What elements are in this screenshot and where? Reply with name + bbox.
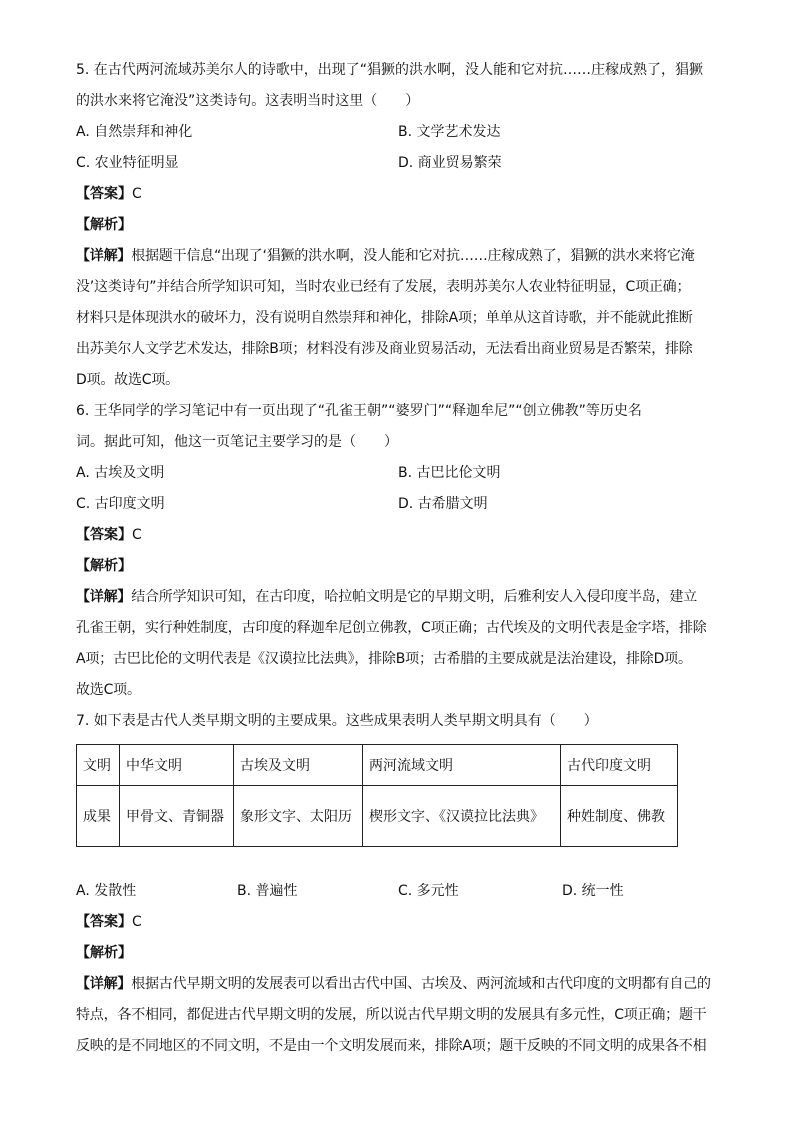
- detail-tag: 【详解】: [76, 589, 132, 605]
- question-7: [76, 711, 724, 1067]
- options-row: [76, 122, 724, 153]
- answer-value: C: [132, 527, 142, 543]
- detail-line: D项。故选C项。: [76, 372, 179, 388]
- option-b: B. 文学艺术发达: [398, 124, 501, 140]
- question-stem-line: 6. 王华同学的学习笔记中有一页出现了“孔雀王朝”“婆罗门”“释迦牟尼”“创立佛教”等历史名: [76, 403, 642, 419]
- table-cell: 两河流域文明: [363, 745, 561, 786]
- question-stem-line: 词。据此可知，他这一页笔记主要学习的是（ ）: [76, 434, 398, 450]
- analysis-line: [76, 215, 724, 246]
- analysis-line: [76, 943, 724, 974]
- options-row: [76, 153, 724, 184]
- options-row: [76, 881, 724, 912]
- detail-tag: 【详解】: [76, 976, 132, 992]
- detail-line: 故选C项。: [76, 682, 141, 698]
- detail-line: [76, 587, 724, 618]
- detail-line: [76, 974, 724, 1005]
- detail-line: 材料只是体现洪水的破坏力，没有说明自然崇拜和神化，排除A项；单单从这首诗歌，并不能就此推断: [76, 310, 693, 326]
- table-cell: 中华文明: [120, 745, 234, 786]
- analysis-tag: 【解析】: [76, 217, 132, 233]
- answer-value: C: [132, 186, 142, 202]
- option-c: C. 古印度文明: [76, 496, 165, 512]
- analysis-tag: 【解析】: [76, 945, 132, 961]
- table-cell: 象形文字、太阳历: [234, 786, 363, 847]
- option-b: B. 普遍性: [237, 883, 298, 899]
- table-cell: 成果: [77, 786, 120, 847]
- table-cell: 楔形文字、《汉谟拉比法典》: [363, 786, 561, 847]
- question-stem-line: 5. 在古代两河流域苏美尔人的诗歌中，出现了“猖獗的洪水啊，没人能和它对抗……庄稼成熟了，猖獗: [76, 62, 704, 78]
- detail-text: 根据古代早期文明的发展表可以看出古代中国、古埃及、两河流域和古代印度的文明都有自己的: [131, 976, 711, 992]
- table-cell: 古代印度文明: [561, 745, 678, 786]
- answer-line: [76, 912, 724, 943]
- question-stem-line: 7. 如下表是古代人类早期文明的主要成果。这些成果表明人类早期文明具有（ ）: [76, 713, 598, 729]
- answer-tag: 【答案】: [76, 186, 132, 202]
- table-row: [77, 786, 678, 847]
- answer-tag: 【答案】: [76, 527, 132, 543]
- detail-tag: 【详解】: [76, 248, 132, 264]
- detail-line: 孔雀王朝，实行种姓制度，古印度的释迦牟尼创立佛教，C项正确；古代埃及的文明代表是金字塔，排除: [76, 620, 707, 636]
- table-cell: 种姓制度、佛教: [561, 786, 678, 847]
- option-c: C. 农业特征明显: [76, 155, 179, 171]
- detail-line: 反映的是不同地区的不同文明，不是由一个文明发展而来，排除A项；题干反映的不同文明的成果各不相: [76, 1038, 707, 1054]
- option-a: A. 古埃及文明: [76, 465, 165, 481]
- detail-text: 根据题干信息“出现了‘猖獗的洪水啊，没人能和它对抗……庄稼成熟了，猖獗的洪水来将它淹: [131, 248, 695, 264]
- question-stem-line: 的洪水来将它淹没”这类诗句。这表明当时这里（ ）: [76, 93, 420, 109]
- table-cell: 古埃及文明: [234, 745, 363, 786]
- answer-tag: 【答案】: [76, 914, 132, 930]
- detail-line: A项；古巴比伦的文明代表是《汉谟拉比法典》，排除B项；古希腊的主要成就是法治建设，排除D项。: [76, 651, 692, 667]
- option-a: A. 自然崇拜和神化: [76, 124, 193, 140]
- detail-line: 没’这类诗句”并结合所学知识可知，当时农业已经有了发展，表明苏美尔人农业特征明显，C项正确；: [76, 279, 691, 295]
- question-5: [76, 60, 724, 401]
- analysis-tag: 【解析】: [76, 558, 132, 574]
- detail-line: [76, 246, 724, 277]
- analysis-line: [76, 556, 724, 587]
- option-a: A. 发散性: [76, 883, 137, 899]
- table-cell: 文明: [77, 745, 120, 786]
- option-d: D. 统一性: [562, 883, 624, 899]
- option-b: B. 古巴比伦文明: [398, 465, 501, 481]
- detail-text: 结合所学知识可知，在古印度，哈拉帕文明是它的早期文明，后雅利安人入侵印度半岛，建立: [131, 589, 698, 605]
- exam-page: [76, 60, 724, 1067]
- answer-line: [76, 525, 724, 556]
- option-d: D. 古希腊文明: [398, 496, 488, 512]
- table-header-row: [77, 745, 678, 786]
- detail-line: 特点，各不相同，都促进古代早期文明的发展，所以说古代早期文明的发展具有多元性，C项正确；题干: [76, 1007, 707, 1023]
- civilization-table: [76, 744, 678, 847]
- option-d: D. 商业贸易繁荣: [398, 155, 502, 171]
- detail-line: 出苏美尔人文学艺术发达，排除B项；材料没有涉及商业贸易活动，无法看出商业贸易是否繁荣，排除: [76, 341, 693, 357]
- options-row: [76, 463, 724, 494]
- table-cell: 甲骨文、青铜器: [120, 786, 234, 847]
- answer-value: C: [132, 914, 142, 930]
- option-c: C. 多元性: [398, 883, 459, 899]
- options-row: [76, 494, 724, 525]
- question-6: [76, 401, 724, 711]
- answer-line: [76, 184, 724, 215]
